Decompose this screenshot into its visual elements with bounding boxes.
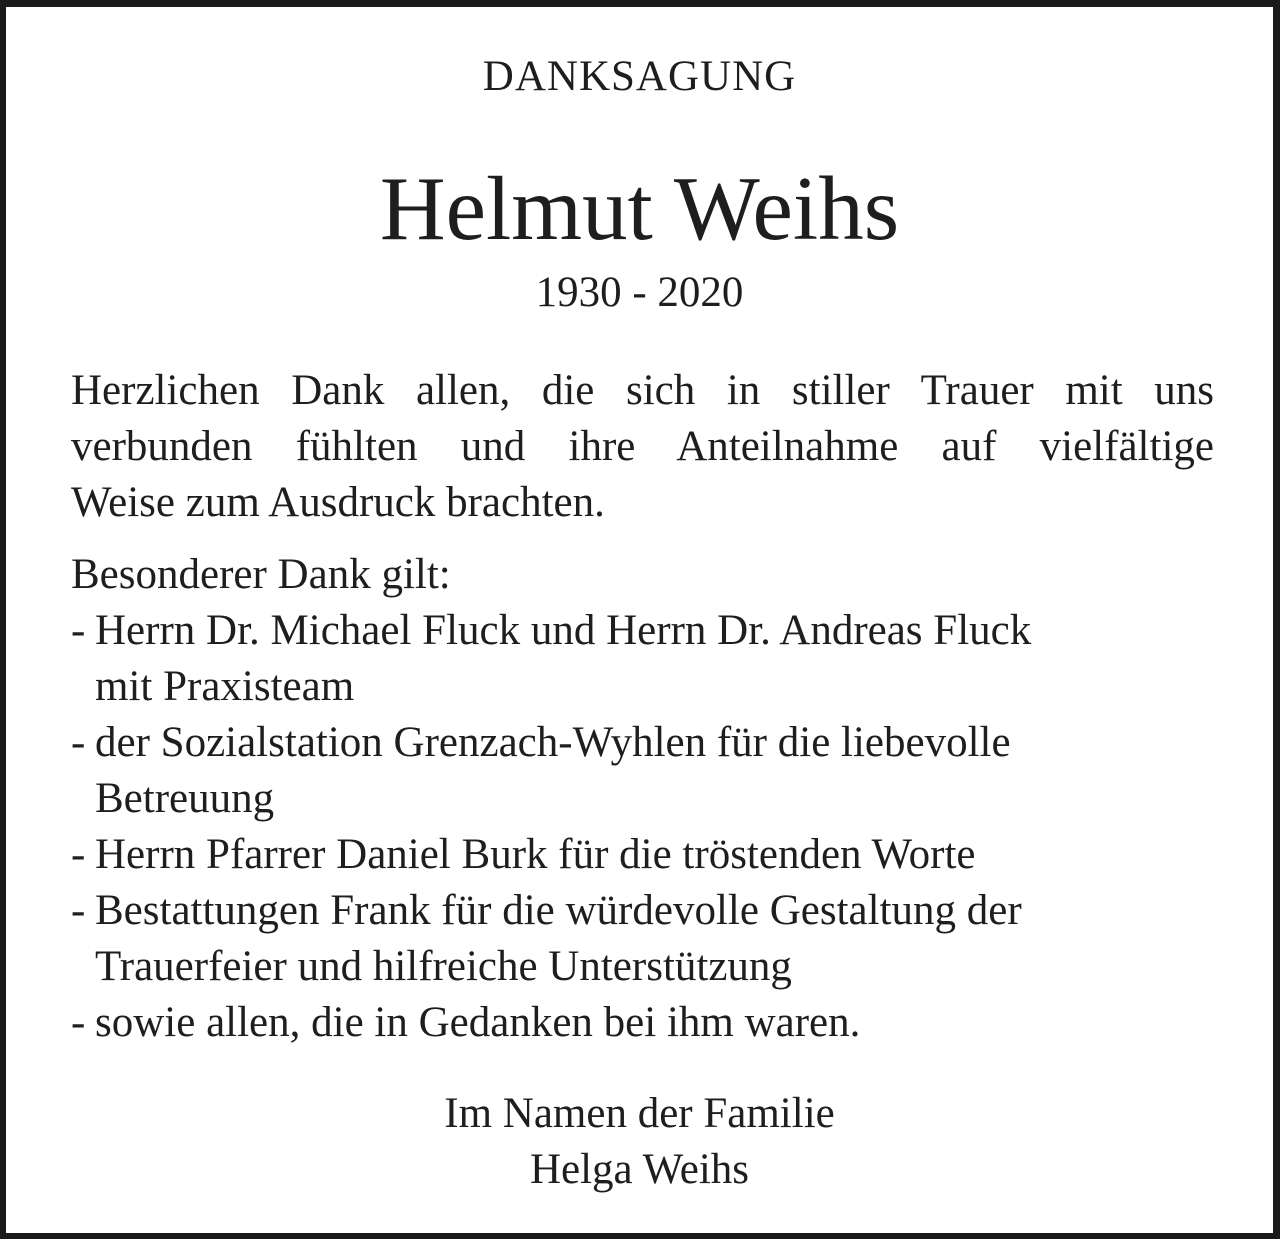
special-thanks-section	[71, 547, 1214, 1051]
signature-line-family: Im Namen der Familie	[444, 1090, 835, 1137]
bullet-dash: -	[71, 887, 86, 934]
intro-paragraph	[71, 363, 1214, 531]
thanks-item-line: Betreuung	[95, 775, 275, 822]
thanks-item-line: mit Praxisteam	[95, 663, 355, 710]
deceased-name: Helmut Weihs	[379, 158, 900, 259]
intro-line: verbunden fühlten und ihre Anteilnahme auf vielfältige	[71, 423, 1214, 470]
thanks-item	[71, 995, 1214, 1051]
bullet-dash: -	[71, 831, 86, 878]
bullet-dash: -	[71, 719, 86, 766]
thanks-item-line: der Sozialstation Grenzach-Wyhlen für die liebevolle	[95, 719, 1011, 766]
thanks-item-line: sowie allen, die in Gedanken bei ihm waren.	[95, 999, 861, 1046]
intro-line: Herzlichen Dank allen, die sich in stiller Trauer mit uns	[71, 367, 1214, 414]
life-dates: 1930 - 2020	[535, 269, 744, 316]
intro-line: Weise zum Ausdruck brachten.	[71, 479, 605, 526]
thanks-item	[71, 883, 1214, 995]
signature-block	[6, 1086, 1273, 1198]
signature-name: Helga Weihs	[529, 1146, 750, 1193]
thanks-item	[71, 827, 1214, 883]
bullet-dash: -	[71, 607, 86, 654]
thanks-item-line: Herrn Pfarrer Daniel Burk für die tröstenden Worte	[95, 831, 976, 878]
thanks-item	[71, 603, 1214, 715]
special-thanks-title: Besonderer Dank gilt:	[71, 551, 451, 598]
thanks-item-line: Bestattungen Frank für die würdevolle Gestaltung der	[95, 887, 1022, 934]
thanks-item-line: Herrn Dr. Michael Fluck und Herrn Dr. Andreas Fluck	[95, 607, 1032, 654]
notice-heading: DANKSAGUNG	[482, 53, 797, 100]
thanks-item-line: Trauerfeier und hilfreiche Unterstützung	[95, 943, 792, 990]
thanks-item	[71, 715, 1214, 827]
bullet-dash: -	[71, 999, 86, 1046]
